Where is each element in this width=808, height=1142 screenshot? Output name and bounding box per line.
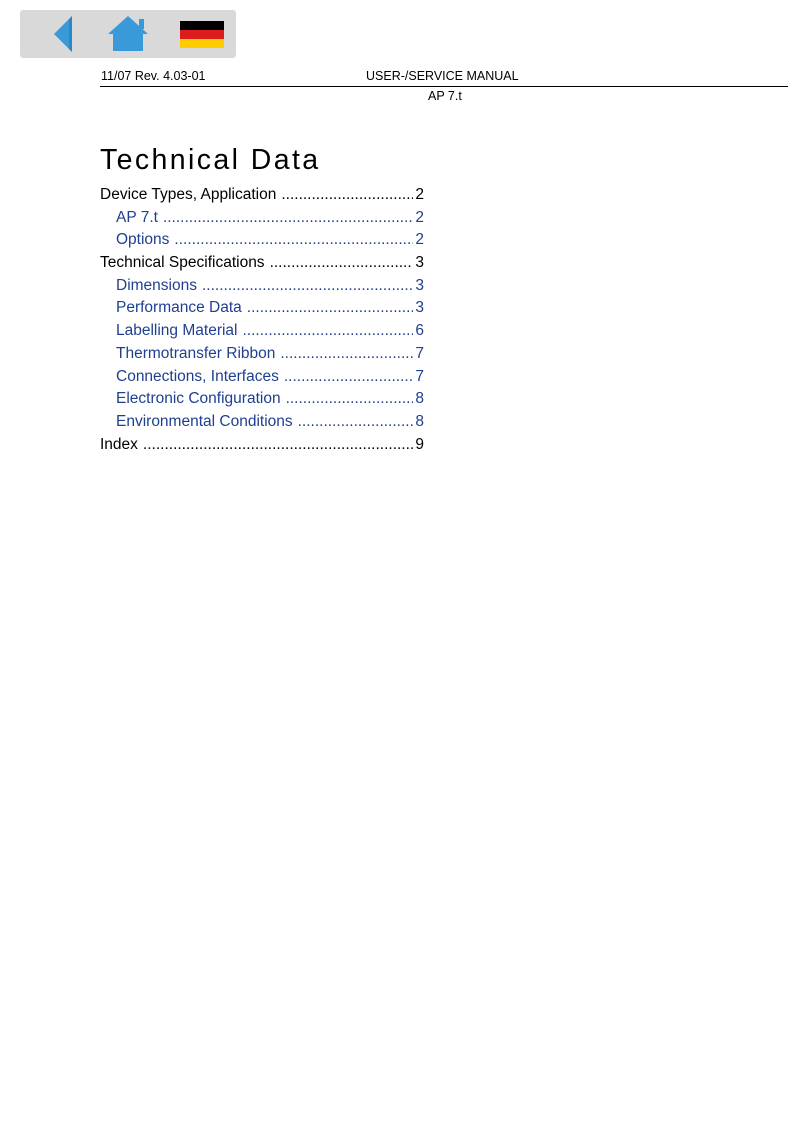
toc-entry-label: Environmental Conditions bbox=[116, 412, 293, 430]
revision-label: 11/07 Rev. 4.03-01 bbox=[101, 69, 206, 83]
toc-leader-dots bbox=[281, 184, 413, 207]
language-button[interactable] bbox=[178, 10, 226, 58]
toc-entry-page: 9 bbox=[415, 435, 424, 453]
toc-entry[interactable] bbox=[100, 275, 424, 298]
toc-entry-page: 3 bbox=[415, 276, 424, 294]
toc-leader-dots bbox=[270, 252, 414, 275]
toc-entry-label: Connections, Interfaces bbox=[116, 367, 279, 385]
toc-entry[interactable] bbox=[100, 388, 424, 411]
toc-entry[interactable] bbox=[100, 343, 424, 366]
manual-type-label: USER-/SERVICE MANUAL bbox=[366, 69, 519, 83]
toc-entry-page: 3 bbox=[415, 299, 424, 317]
header-divider bbox=[100, 86, 788, 87]
toc-entry-page: 8 bbox=[415, 390, 424, 408]
toc-entry-label: Options bbox=[116, 231, 170, 249]
toc-leader-dots bbox=[174, 229, 413, 252]
toc-entry-label: Thermotransfer Ribbon bbox=[116, 344, 276, 362]
toc-entry-page: 2 bbox=[415, 186, 424, 203]
toc-entry-page: 2 bbox=[415, 208, 424, 226]
toc-entry[interactable] bbox=[100, 184, 424, 207]
toc-entry-label: Labelling Material bbox=[116, 322, 238, 340]
toc-entry-page: 3 bbox=[415, 254, 424, 272]
toc-entry[interactable] bbox=[100, 207, 424, 230]
toc-entry[interactable] bbox=[100, 320, 424, 343]
table-of-contents bbox=[100, 184, 424, 456]
triangle-left-icon bbox=[48, 10, 78, 58]
toc-leader-dots bbox=[247, 297, 414, 320]
toc-entry-label: Technical Specifications bbox=[100, 254, 265, 272]
toc-leader-dots bbox=[286, 388, 414, 411]
toc-entry-label: Device Types, Application bbox=[100, 186, 277, 203]
toc-entry-page: 8 bbox=[415, 412, 424, 430]
toc-leader-dots bbox=[284, 366, 414, 389]
toc-entry-page: 7 bbox=[415, 367, 424, 385]
home-button[interactable] bbox=[104, 10, 152, 58]
toc-leader-dots bbox=[243, 320, 414, 343]
toc-entry[interactable] bbox=[100, 434, 424, 457]
toc-entry[interactable] bbox=[100, 411, 424, 434]
toc-entry[interactable] bbox=[100, 252, 424, 275]
toc-entry-label: Dimensions bbox=[116, 276, 197, 294]
toc-entry-page: 6 bbox=[415, 322, 424, 340]
back-button[interactable] bbox=[48, 10, 78, 58]
house-icon bbox=[104, 10, 152, 58]
toc-leader-dots bbox=[143, 434, 413, 457]
toc-entry-page: 7 bbox=[415, 344, 424, 362]
toc-leader-dots bbox=[163, 207, 413, 230]
toc-entry[interactable] bbox=[100, 366, 424, 389]
toc-entry-label: Index bbox=[100, 435, 138, 453]
toc-entry-page: 2 bbox=[415, 231, 424, 249]
german-flag-icon bbox=[178, 10, 226, 58]
page-title: Technical Data bbox=[100, 144, 321, 176]
model-label: AP 7.t bbox=[428, 89, 462, 103]
navigation-bar bbox=[20, 10, 236, 58]
toc-entry-label: AP 7.t bbox=[116, 208, 158, 226]
toc-leader-dots bbox=[202, 275, 413, 298]
toc-entry-label: Electronic Configuration bbox=[116, 390, 281, 408]
toc-leader-dots bbox=[280, 343, 413, 366]
toc-entry[interactable] bbox=[100, 229, 424, 252]
toc-entry[interactable] bbox=[100, 297, 424, 320]
toc-entry-label: Performance Data bbox=[116, 299, 242, 317]
toc-leader-dots bbox=[298, 411, 414, 434]
